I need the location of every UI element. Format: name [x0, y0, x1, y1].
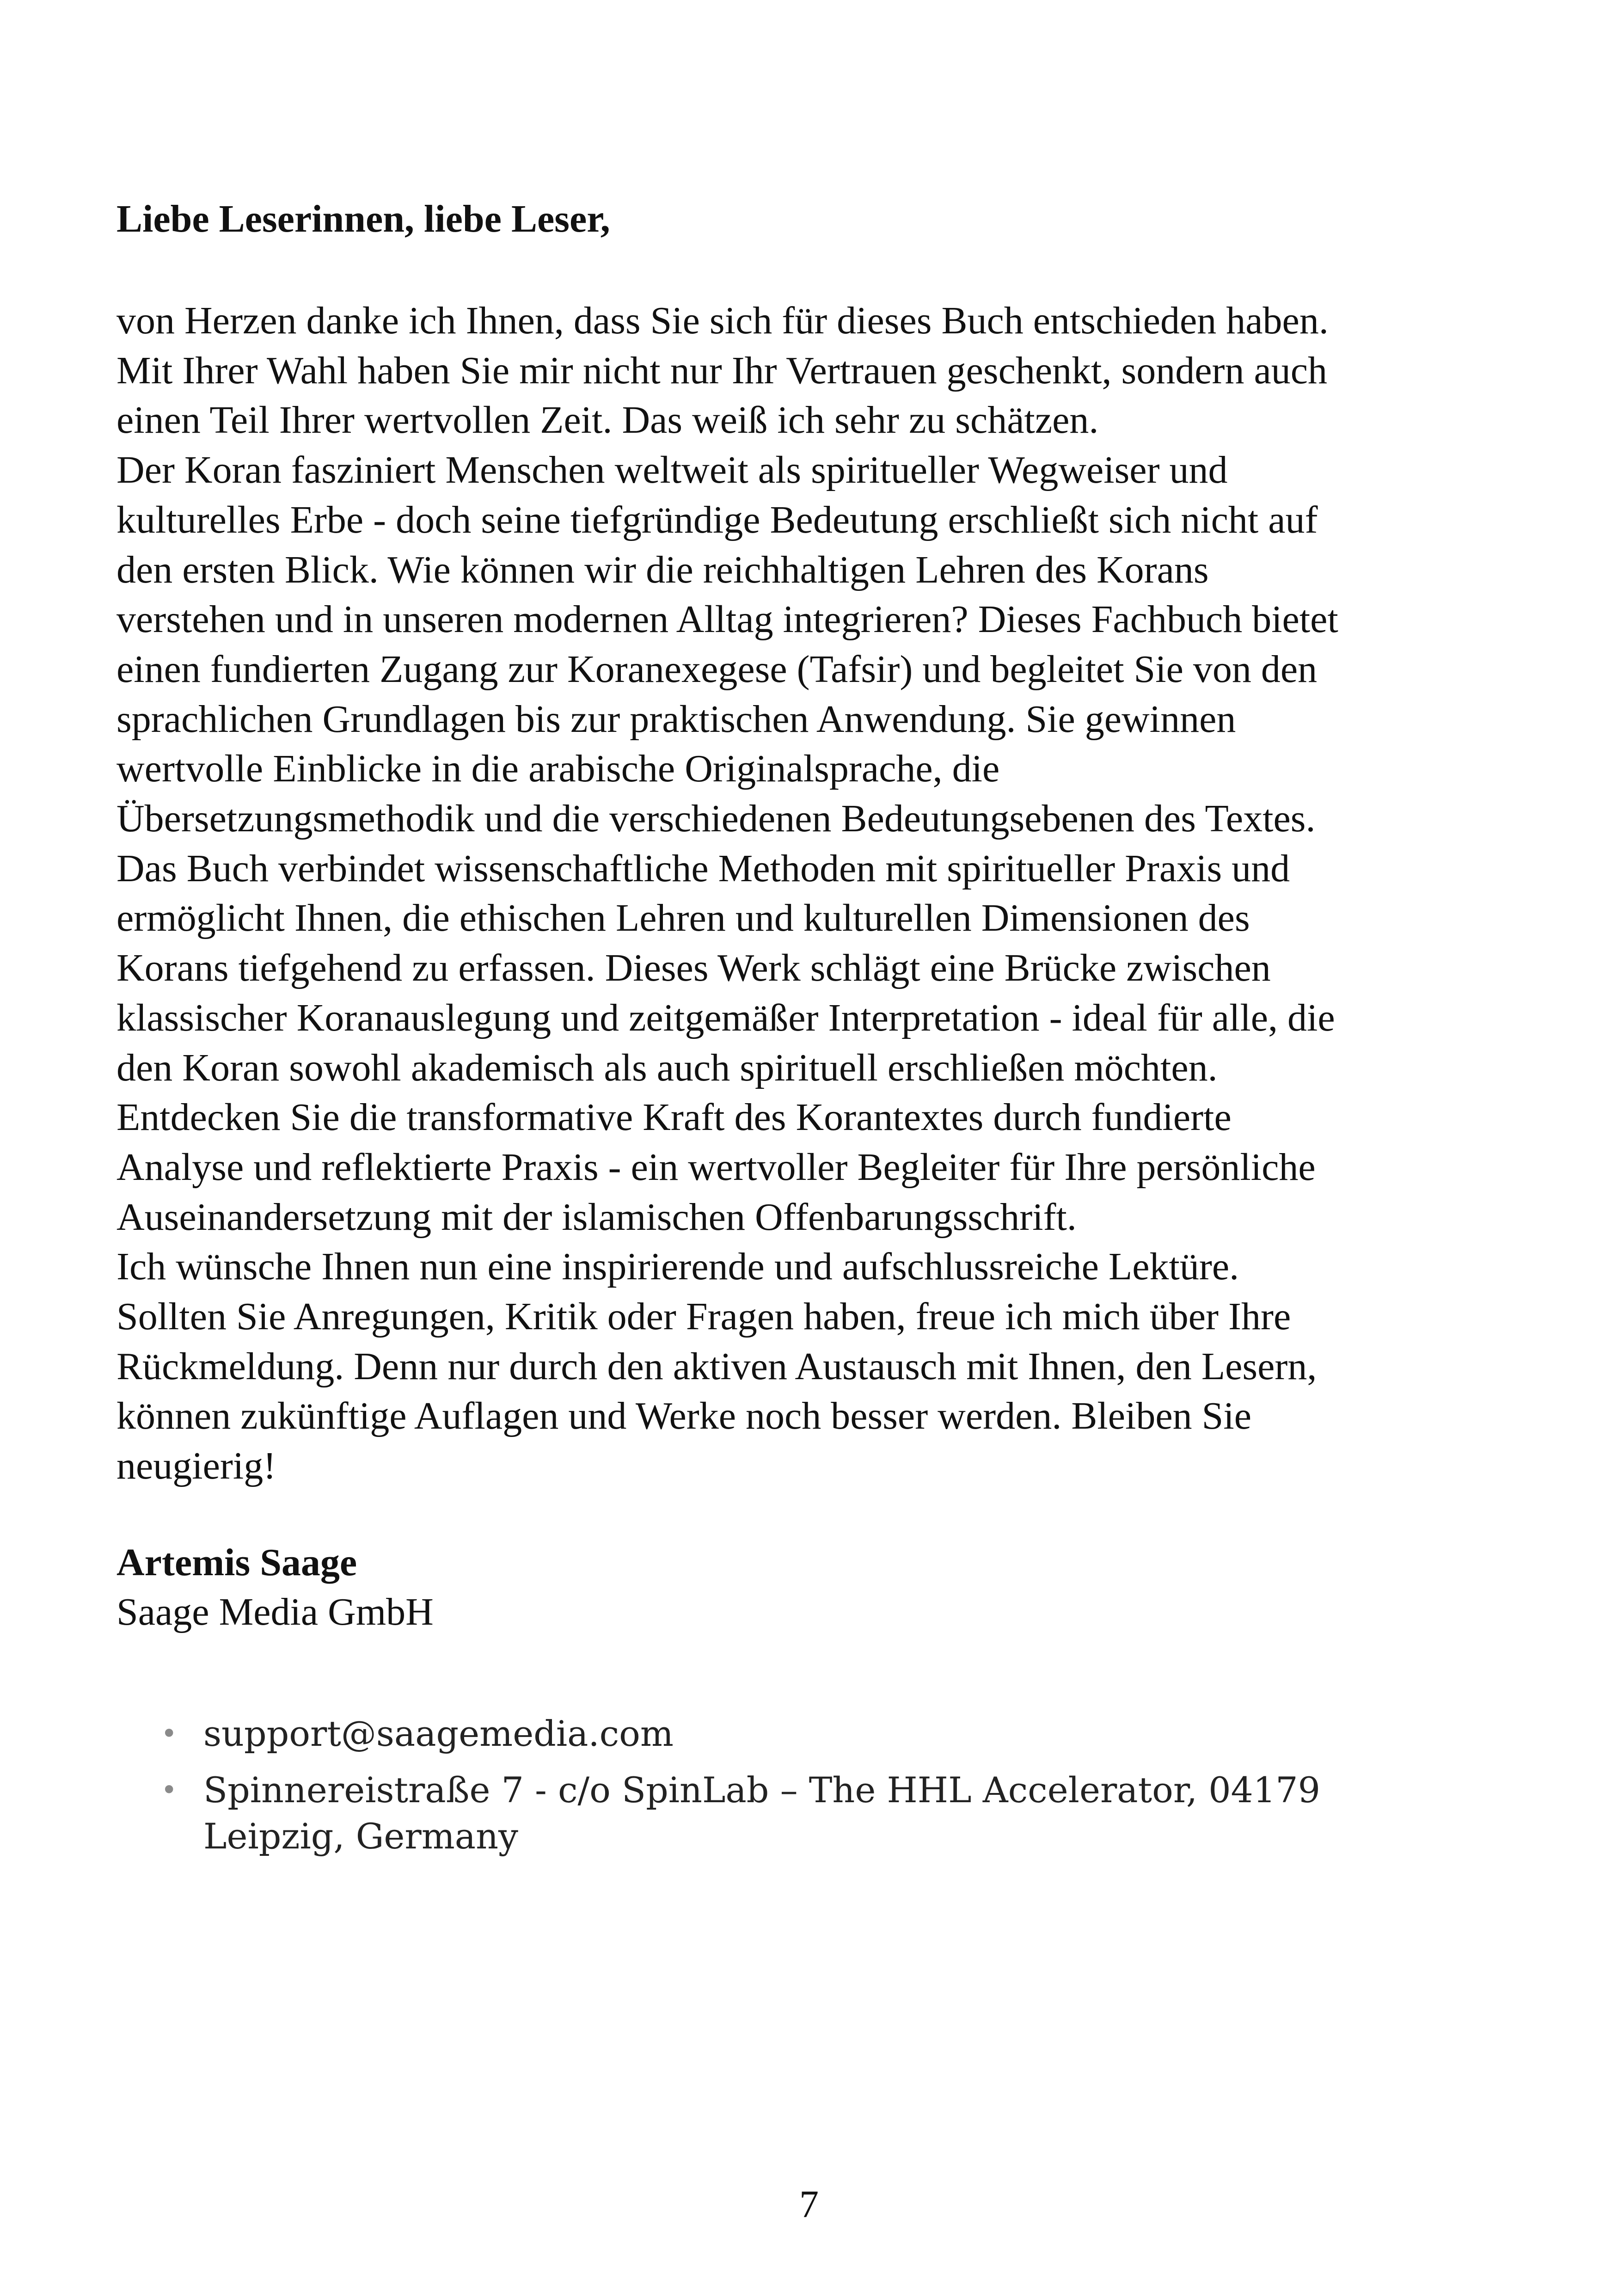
letter-salutation: Liebe Leserinnen, liebe Leser,	[116, 197, 610, 240]
body-line: einen Teil Ihrer wertvollen Zeit. Das weiß ich sehr zu schätzen.	[116, 399, 1099, 442]
contact-email[interactable]: support@saagemedia.com	[203, 1713, 674, 1754]
contact-list	[157, 1711, 1544, 1870]
body-line: Mit Ihrer Wahl haben Sie mir nicht nur Ihr Vertrauen geschenkt, sondern auch	[116, 349, 1328, 392]
body-line: klassischer Koranauslegung und zeitgemäßer Interpretation - ideal für alle, die	[116, 996, 1335, 1039]
body-line: Rückmeldung. Denn nur durch den aktiven Austausch mit Ihnen, den Lesern,	[116, 1344, 1317, 1388]
body-line: wertvolle Einblicke in die arabische Originalsprache, die	[116, 747, 1000, 791]
body-line: Analyse und reflektierte Praxis - ein wertvoller Begleiter für Ihre persönliche	[116, 1145, 1316, 1189]
contact-email-item	[157, 1711, 1544, 1757]
body-line: Korans tiefgehend zu erfassen. Dieses Werk schlägt eine Brücke zwischen	[116, 946, 1271, 990]
body-line: Das Buch verbindet wissenschaftliche Methoden mit spiritueller Praxis und	[116, 847, 1290, 890]
body-line: sprachlichen Grundlagen bis zur praktischen Anwendung. Sie gewinnen	[116, 697, 1236, 741]
page-number: 7	[799, 2183, 819, 2226]
contact-address-line: Leipzig, Germany	[203, 1816, 518, 1857]
company-name: Saage Media GmbH	[116, 1590, 434, 1633]
bullet-icon: •	[161, 1774, 178, 1806]
body-line: Der Koran fasziniert Menschen weltweit als spiritueller Wegweiser und	[116, 448, 1228, 492]
contact-address-line: Spinnereistraße 7 - c/o SpinLab – The HHL Accelerator, 04179	[203, 1769, 1320, 1811]
letter-body	[116, 296, 1526, 1491]
signature-block	[116, 1538, 434, 1637]
body-line: Ich wünsche Ihnen nun eine inspirierende und aufschlussreiche Lektüre.	[116, 1245, 1239, 1289]
body-line: kulturelles Erbe - doch seine tiefgründige Bedeutung erschließt sich nicht auf	[116, 498, 1318, 541]
author-name: Artemis Saage	[116, 1541, 357, 1584]
bullet-icon: •	[161, 1718, 178, 1750]
body-line: einen fundierten Zugang zur Koranexegese (Tafsir) und begleitet Sie von den	[116, 647, 1318, 691]
body-line: Auseinandersetzung mit der islamischen Offenbarungsschrift.	[116, 1195, 1077, 1239]
body-line: ermöglicht Ihnen, die ethischen Lehren und kulturellen Dimensionen des	[116, 896, 1250, 940]
body-line: Sollten Sie Anregungen, Kritik oder Fragen haben, freue ich mich über Ihre	[116, 1295, 1291, 1338]
body-line: Entdecken Sie die transformative Kraft des Korantextes durch fundierte	[116, 1096, 1232, 1139]
body-line: verstehen und in unseren modernen Alltag integrieren? Dieses Fachbuch bietet	[116, 598, 1338, 641]
body-line: Übersetzungsmethodik und die verschiedenen Bedeutungsebenen des Textes.	[116, 797, 1316, 841]
body-line: neugierig!	[116, 1444, 276, 1488]
body-line: den Koran sowohl akademisch als auch spirituell erschließen möchten.	[116, 1046, 1218, 1089]
contact-address-item	[157, 1767, 1544, 1860]
body-line: von Herzen danke ich Ihnen, dass Sie sich für dieses Buch entschieden haben.	[116, 299, 1329, 342]
body-line: können zukünftige Auflagen und Werke noch besser werden. Bleiben Sie	[116, 1394, 1251, 1438]
body-line: den ersten Blick. Wie können wir die reichhaltigen Lehren des Korans	[116, 548, 1209, 591]
